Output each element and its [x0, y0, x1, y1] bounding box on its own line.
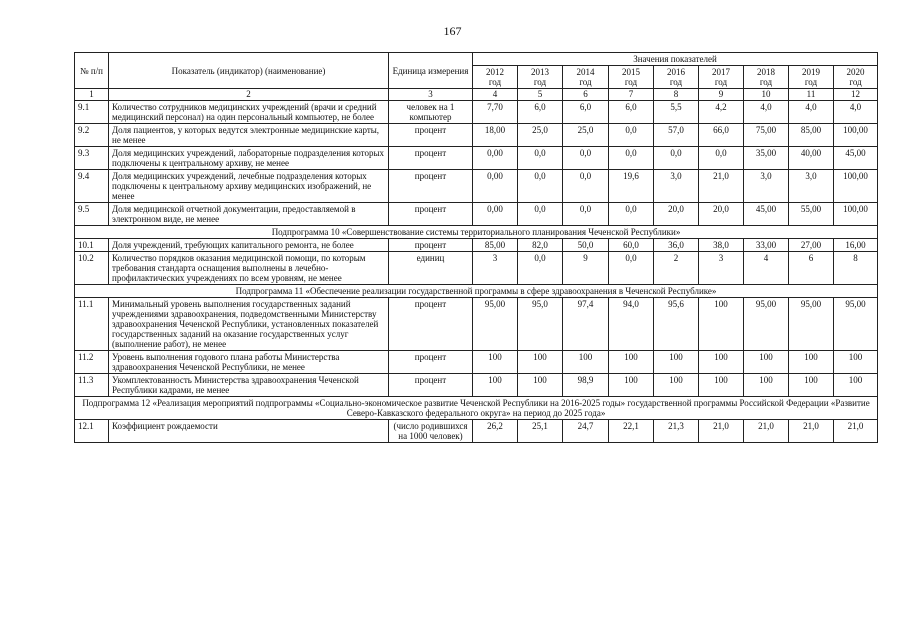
value-cell: 6,0 — [563, 101, 609, 124]
unit-cell: процент — [389, 124, 473, 147]
table-row — [75, 147, 878, 170]
value-cell: 4 — [744, 252, 789, 285]
value-cell: 45,00 — [834, 147, 878, 170]
subprogram-heading-row — [75, 285, 878, 298]
value-cell: 82,0 — [518, 239, 563, 252]
value-cell: 20,0 — [654, 203, 699, 226]
header-year-2014 — [563, 66, 609, 89]
header-year-2019 — [789, 66, 834, 89]
value-cell: 100 — [789, 374, 834, 397]
value-cell: 100 — [789, 351, 834, 374]
value-cell: 21,0 — [834, 420, 878, 443]
value-cell: 100 — [473, 374, 518, 397]
value-cell: 24,7 — [563, 420, 609, 443]
unit-cell: (число родившихся на 1000 человек) — [389, 420, 473, 443]
unit-cell: процент — [389, 239, 473, 252]
value-cell: 0,0 — [563, 170, 609, 203]
header-year-2016 — [654, 66, 699, 89]
value-cell: 100 — [744, 374, 789, 397]
subprogram-heading-row — [75, 397, 878, 420]
header-year-suffix: год — [579, 77, 592, 87]
value-cell: 0,00 — [473, 203, 518, 226]
column-index-cell: 6 — [563, 89, 609, 101]
value-cell: 4,0 — [789, 101, 834, 124]
header-index-row — [75, 89, 878, 101]
value-cell: 6 — [789, 252, 834, 285]
value-cell: 21,0 — [789, 420, 834, 443]
table-row — [75, 298, 878, 351]
value-cell: 0,0 — [563, 203, 609, 226]
value-cell: 100 — [699, 351, 744, 374]
header-year-2017 — [699, 66, 744, 89]
table-row — [75, 239, 878, 252]
value-cell: 4,2 — [699, 101, 744, 124]
value-cell: 100 — [654, 374, 699, 397]
value-cell: 3,0 — [744, 170, 789, 203]
value-cell: 25,0 — [563, 124, 609, 147]
indicators-table — [74, 52, 878, 443]
unit-cell: процент — [389, 170, 473, 203]
table-row — [75, 170, 878, 203]
header-year-suffix: год — [533, 77, 547, 87]
unit-cell: процент — [389, 298, 473, 351]
header-year-suffix: год — [714, 77, 728, 87]
indicator-name: Коэффициент рождаемости — [109, 420, 389, 443]
column-index-cell: 3 — [389, 89, 473, 101]
value-cell: 5,5 — [654, 101, 699, 124]
value-cell: 25,1 — [518, 420, 563, 443]
table-row — [75, 420, 878, 443]
value-cell: 100 — [473, 351, 518, 374]
value-cell: 9 — [563, 252, 609, 285]
value-cell: 100 — [834, 374, 878, 397]
value-cell: 100 — [609, 351, 654, 374]
row-number: 12.1 — [75, 420, 109, 443]
value-cell: 55,00 — [789, 203, 834, 226]
header-year-2015 — [609, 66, 654, 89]
unit-cell: процент — [389, 351, 473, 374]
value-cell: 7,70 — [473, 101, 518, 124]
indicator-name: Доля медицинской отчетной документации, предоставляемой в электронном виде, не менее — [109, 203, 389, 226]
value-cell: 100 — [699, 298, 744, 351]
value-cell: 3 — [699, 252, 744, 285]
table-row — [75, 351, 878, 374]
row-number: 10.1 — [75, 239, 109, 252]
value-cell: 4,0 — [744, 101, 789, 124]
header-year-2020 — [834, 66, 878, 89]
value-cell: 6,0 — [518, 101, 563, 124]
value-cell: 0,0 — [518, 147, 563, 170]
table-body — [75, 101, 878, 443]
row-number: 9.4 — [75, 170, 109, 203]
subprogram-heading: Подпрограмма 12 «Реализация мероприятий подпрограммы «Социально-экономическое развитие Чеченской Республики на 2016-2025 годы» государственной программы Российской Федерации «Развитие Северо-Кавказского федерального округа» на период до 2025 года» — [75, 397, 878, 420]
header-year-suffix: год — [759, 77, 773, 87]
header-year-suffix: год — [624, 77, 638, 87]
value-cell: 94,0 — [609, 298, 654, 351]
subprogram-heading: Подпрограмма 10 «Совершенствование системы территориального планирования Чеченской Республики» — [75, 226, 878, 239]
value-cell: 100 — [699, 374, 744, 397]
value-cell: 3,0 — [654, 170, 699, 203]
value-cell: 60,0 — [609, 239, 654, 252]
column-index-cell: 4 — [473, 89, 518, 101]
indicator-name: Количество порядков оказания медицинской помощи, по которым требования стандарта оснащения выполнены в лечебно-профилактических учреждениях по всем уровням, не менее — [109, 252, 389, 285]
header-year-suffix: год — [849, 77, 862, 87]
header-values-title: Значения показателей — [473, 53, 878, 66]
table-row — [75, 203, 878, 226]
value-cell: 16,00 — [834, 239, 878, 252]
value-cell: 21,0 — [699, 170, 744, 203]
header-year-value: 2016 — [667, 67, 685, 77]
value-cell: 45,00 — [744, 203, 789, 226]
value-cell: 0,0 — [654, 147, 699, 170]
value-cell: 40,00 — [789, 147, 834, 170]
value-cell: 21,3 — [654, 420, 699, 443]
value-cell: 50,0 — [563, 239, 609, 252]
value-cell: 85,00 — [789, 124, 834, 147]
value-cell: 22,1 — [609, 420, 654, 443]
page-number: 167 — [443, 24, 462, 38]
indicator-name: Доля медицинских учреждений, лечебные подразделения которых подключены к центральному архиву медицинских изображений, не менее — [109, 170, 389, 203]
value-cell: 98,9 — [563, 374, 609, 397]
column-index-cell: 7 — [609, 89, 654, 101]
value-cell: 35,00 — [744, 147, 789, 170]
value-cell: 0,0 — [609, 124, 654, 147]
value-cell: 0,0 — [609, 147, 654, 170]
value-cell: 66,0 — [699, 124, 744, 147]
value-cell: 100 — [744, 351, 789, 374]
row-number: 11.2 — [75, 351, 109, 374]
row-number: 10.2 — [75, 252, 109, 285]
value-cell: 57,0 — [654, 124, 699, 147]
value-cell: 36,0 — [654, 239, 699, 252]
value-cell: 0,0 — [518, 203, 563, 226]
column-index-cell: 5 — [518, 89, 563, 101]
value-cell: 0,0 — [609, 203, 654, 226]
row-number: 9.3 — [75, 147, 109, 170]
column-index-cell: 11 — [789, 89, 834, 101]
column-index-cell: 10 — [744, 89, 789, 101]
header-year-value: 2013 — [531, 67, 549, 77]
value-cell: 27,00 — [789, 239, 834, 252]
column-index-cell: 8 — [654, 89, 699, 101]
unit-cell: процент — [389, 147, 473, 170]
value-cell: 38,0 — [699, 239, 744, 252]
value-cell: 20,0 — [699, 203, 744, 226]
value-cell: 100,00 — [834, 170, 878, 203]
header-year-value: 2012 — [486, 67, 504, 77]
indicator-name: Укомплектованность Министерства здравоохранения Чеченской Республики кадрами, не менее — [109, 374, 389, 397]
indicator-name: Минимальный уровень выполнения государственных заданий учреждениями здравоохранения, подведомственными Министерству здравоохранения Чеченской Республики, установленных показателей государственных заданий на оказание государственных услуг (выполнение работ), не менее — [109, 298, 389, 351]
value-cell: 0,00 — [473, 170, 518, 203]
value-cell: 100,00 — [834, 124, 878, 147]
value-cell: 19,6 — [609, 170, 654, 203]
row-number: 9.1 — [75, 101, 109, 124]
header-year-suffix: год — [669, 77, 683, 87]
table-row — [75, 124, 878, 147]
subprogram-heading-row — [75, 226, 878, 239]
header-year-2018 — [744, 66, 789, 89]
unit-cell: единиц — [389, 252, 473, 285]
value-cell: 95,00 — [744, 298, 789, 351]
value-cell: 100 — [518, 374, 563, 397]
column-index-cell: 9 — [699, 89, 744, 101]
value-cell: 85,00 — [473, 239, 518, 252]
indicator-name: Количество сотрудников медицинских учреждений (врачи и средний медицинский персонал) на один персональный компьютер, не более — [109, 101, 389, 124]
value-cell: 21,0 — [744, 420, 789, 443]
header-year-value: 2017 — [712, 67, 730, 77]
header-year-2013 — [518, 66, 563, 89]
value-cell: 100 — [563, 351, 609, 374]
header-year-value: 2019 — [802, 67, 820, 77]
column-index-cell: 2 — [109, 89, 389, 101]
table-row — [75, 252, 878, 285]
table-row — [75, 101, 878, 124]
value-cell: 2 — [654, 252, 699, 285]
value-cell: 26,2 — [473, 420, 518, 443]
value-cell: 21,0 — [699, 420, 744, 443]
header-unit: Единица измерения — [389, 53, 473, 89]
indicator-name: Доля пациентов, у которых ведутся электронные медицинские карты, не менее — [109, 124, 389, 147]
value-cell: 97,4 — [563, 298, 609, 351]
unit-cell: человек на 1 компьютер — [389, 101, 473, 124]
header-year-value: 2014 — [576, 67, 595, 77]
header-year-value: 2018 — [757, 67, 775, 77]
value-cell: 3 — [473, 252, 518, 285]
row-number: 11.1 — [75, 298, 109, 351]
header-indicator: Показатель (индикатор) (наименование) — [109, 53, 389, 89]
indicator-name: Доля медицинских учреждений, лабораторные подразделения которых подключены к центральному архиву, не менее — [109, 147, 389, 170]
value-cell: 75,00 — [744, 124, 789, 147]
unit-cell: процент — [389, 203, 473, 226]
value-cell: 100 — [654, 351, 699, 374]
value-cell: 95,00 — [834, 298, 878, 351]
row-number: 11.3 — [75, 374, 109, 397]
value-cell: 4,0 — [834, 101, 878, 124]
value-cell: 0,00 — [473, 147, 518, 170]
value-cell: 0,0 — [609, 252, 654, 285]
value-cell: 100 — [518, 351, 563, 374]
table-row — [75, 374, 878, 397]
value-cell: 25,0 — [518, 124, 563, 147]
value-cell: 0,0 — [518, 252, 563, 285]
value-cell: 33,00 — [744, 239, 789, 252]
value-cell: 0,0 — [699, 147, 744, 170]
value-cell: 95,6 — [654, 298, 699, 351]
value-cell: 100 — [834, 351, 878, 374]
row-number: 9.5 — [75, 203, 109, 226]
header-year-value: 2020 — [846, 67, 865, 77]
header-year-2012 — [473, 66, 518, 89]
value-cell: 0,0 — [518, 170, 563, 203]
value-cell: 8 — [834, 252, 878, 285]
subprogram-heading: Подпрограмма 11 «Обеспечение реализации государственной программы в сфере здравоохранения в Чеченской Республике» — [75, 285, 878, 298]
indicator-name: Уровень выполнения годового плана работы Министерства здравоохранения Чеченской Республики, не менее — [109, 351, 389, 374]
value-cell: 3,0 — [789, 170, 834, 203]
unit-cell: процент — [389, 374, 473, 397]
value-cell: 18,00 — [473, 124, 518, 147]
row-number: 9.2 — [75, 124, 109, 147]
header-num: № п/п — [75, 53, 109, 89]
value-cell: 95,00 — [789, 298, 834, 351]
header-year-suffix: год — [804, 77, 818, 87]
header-year-value: 2015 — [622, 67, 640, 77]
value-cell: 95,00 — [473, 298, 518, 351]
header-year-suffix: год — [488, 77, 502, 87]
value-cell: 100 — [609, 374, 654, 397]
header-row-1 — [75, 53, 878, 66]
value-cell: 100,00 — [834, 203, 878, 226]
value-cell: 0,0 — [563, 147, 609, 170]
column-index-cell: 12 — [834, 89, 878, 101]
value-cell: 95,0 — [518, 298, 563, 351]
column-index-cell: 1 — [75, 89, 109, 101]
value-cell: 6,0 — [609, 101, 654, 124]
indicator-name: Доля учреждений, требующих капитального ремонта, не более — [109, 239, 389, 252]
